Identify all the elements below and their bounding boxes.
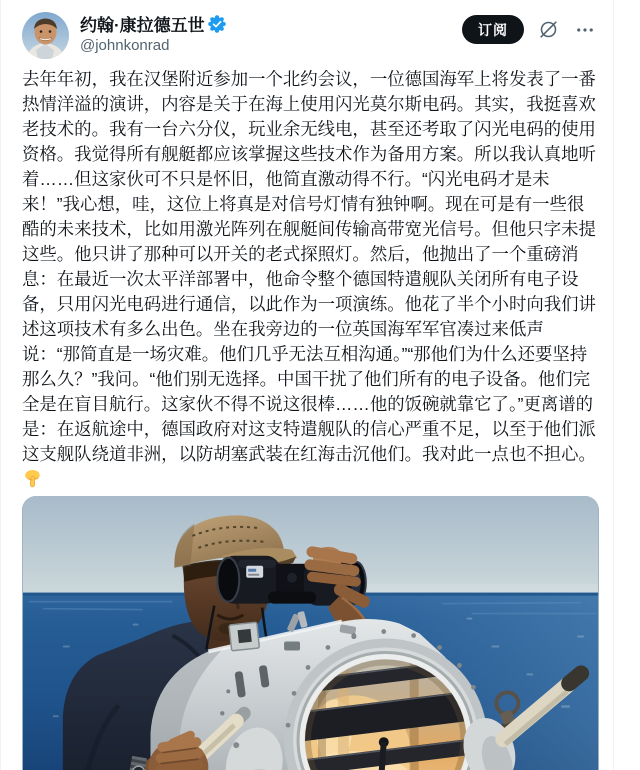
pointing-down-emoji-icon [23, 469, 42, 488]
verified-badge-icon [208, 15, 226, 33]
subscribe-button[interactable]: 订阅 [462, 15, 524, 44]
more-ellipsis-icon [575, 20, 595, 40]
tweet-header [22, 12, 597, 59]
user-identity [80, 12, 226, 56]
avatar[interactable] [22, 12, 69, 59]
tweet-text [22, 67, 597, 492]
avatar-photo [22, 12, 69, 59]
grok-button[interactable] [536, 17, 561, 42]
header-actions [462, 12, 597, 44]
user-handle: @johnkonrad [80, 37, 170, 54]
grok-slashed-circle-icon [538, 19, 559, 40]
tweet-text-content: 去年年初，我在汉堡附近参加一个北约会议，一位德国海军上将发表了一番热情洋溢的演讲，内容是关于在海上使用闪光莫尔斯电码。其实，我挺喜欢老技术的。我有一台六分仪，玩业余无线电，甚至还考取了闪光电码的使用资格。我觉得所有舰艇都应该掌握这些技术作为备用方案。所以我认真地听着……但这家伙可不只是怀旧，他简直激动得不行。“闪光电码才是未来！”我心想，哇，这位上将真是对信号灯情有独钟啊。现在可是有一些很酷的未来技术，比如用激光阵列在舰艇间传输高带宽光信号。但他只字未提这些。他只讲了那种可以开关的老式探照灯。然后，他抛出了一个重磅消息：在最近一次太平洋部署中，他命令整个德国特遣舰队关闭所有电子设备，只用闪光电码进行通信，以此作为一项演练。他花了半个小时向我们讲述这项技术有多么出色。坐在我旁边的一位英国海军军官凑过来低声说：“那简直是一场灾难。他们几乎无法互相沟通。”“那他们为什么还要坚持那么久？”我问。“他们别无选择。中国干扰了他们所有的电子设备。他们完全是在盲目航行。这家伙不得不说这很棒……他的饭碗就靠它了。”更离谱的是：在返航途中，德国政府对这支特遣舰队的信心严重不足，以至于他们派这支舰队绕道非洲，以防胡塞武装在红海击沉他们。我对此一点也不担心。 [22, 69, 596, 464]
photo-sailor-signal-lamp [22, 496, 599, 770]
more-button[interactable] [573, 18, 597, 42]
display-name[interactable]: 约翰·康拉德五世 [80, 16, 205, 35]
tweet-image[interactable] [22, 496, 599, 770]
